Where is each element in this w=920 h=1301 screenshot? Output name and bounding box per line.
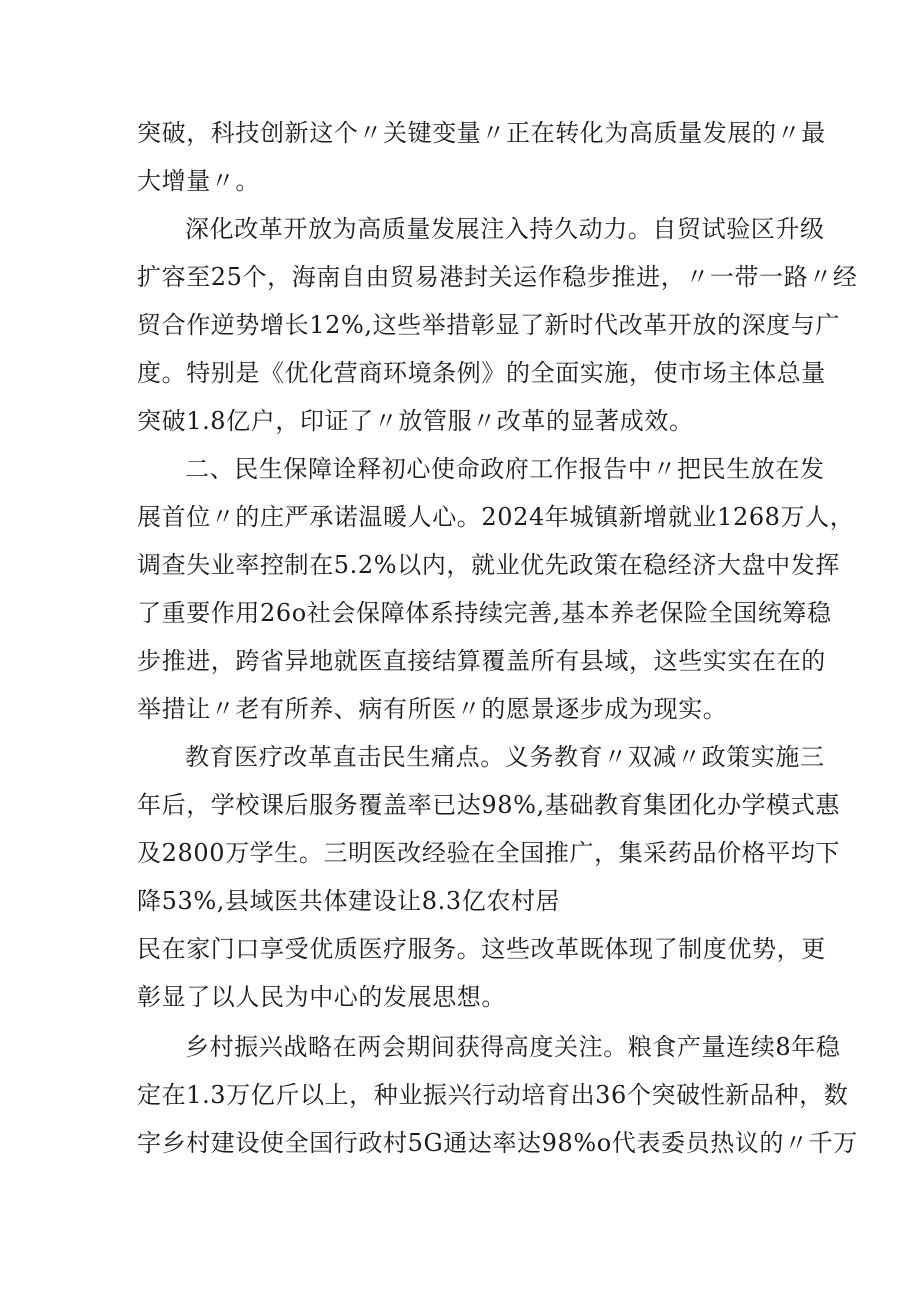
paragraph-first-line: 教育医疗改革直击民生痛点。义务教育〃双减〃政策实施三: [185, 743, 825, 771]
text-line: 度。特别是《优化营商环境条例》的全面实施，使市场主体总量: [137, 359, 826, 387]
text-line: 字乡村建设使全国行政村5G通达率达98%o代表委员热议的〃千万: [137, 1129, 858, 1157]
text-line: 调查失业率控制在5.2%以内，就业优先政策在稳经济大盘中发挥: [137, 551, 840, 579]
text-line: 彰显了以人民为中心的发展思想。: [137, 983, 506, 1011]
section-heading-line: 二、民生保障诠释初心使命政府工作报告中〃把民生放在发: [185, 455, 825, 483]
text-line: 了重要作用26o社会保障体系持续完善,基本养老保险全国统筹稳: [137, 599, 832, 627]
text-line: 定在1.3万亿斤以上，种业振兴行动培育出36个突破性新品种，数: [137, 1081, 849, 1109]
text-line: 民在家门口享受优质医疗服务。这些改革既体现了制度优势，更: [137, 935, 826, 963]
text-line: 贸合作逆势增长12%,这些举措彰显了新时代改革开放的深度与广: [137, 311, 840, 339]
text-line: 举措让〃老有所养、病有所医〃的愿景逐步成为现实。: [137, 695, 728, 723]
text-line: 步推进，跨省异地就医直接结算覆盖所有县域，这些实实在在的: [137, 647, 826, 675]
text-line: 突破，科技创新这个〃关键变量〃正在转化为高质量发展的〃最: [137, 119, 826, 147]
text-line: 扩容至25个，海南自由贸易港封关运作稳步推进，〃一带一路〃经: [137, 263, 858, 291]
text-line: 突破1.8亿户，印证了〃放管服〃改革的显著成效。: [137, 407, 694, 435]
text-line: 大增量〃。: [137, 167, 260, 195]
text-line: 降53%,县域医共体建设让8.3亿农村居: [137, 887, 561, 915]
text-line: 展首位〃的庄严承诺温暖人心。2024年城镇新增就业1268万人，: [137, 503, 855, 531]
text-line: 年后，学校课后服务覆盖率已达98%,基础教育集团化办学模式惠: [137, 791, 840, 819]
paragraph-first-line: 深化改革开放为高质量发展注入持久动力。自贸试验区升级: [185, 215, 825, 243]
paragraph-first-line: 乡村振兴战略在两会期间获得高度关注。粮食产量连续8年稳: [185, 1033, 841, 1061]
text-line: 及2800万学生。三明医改经验在全国推广，集采药品价格平均下: [137, 839, 841, 867]
